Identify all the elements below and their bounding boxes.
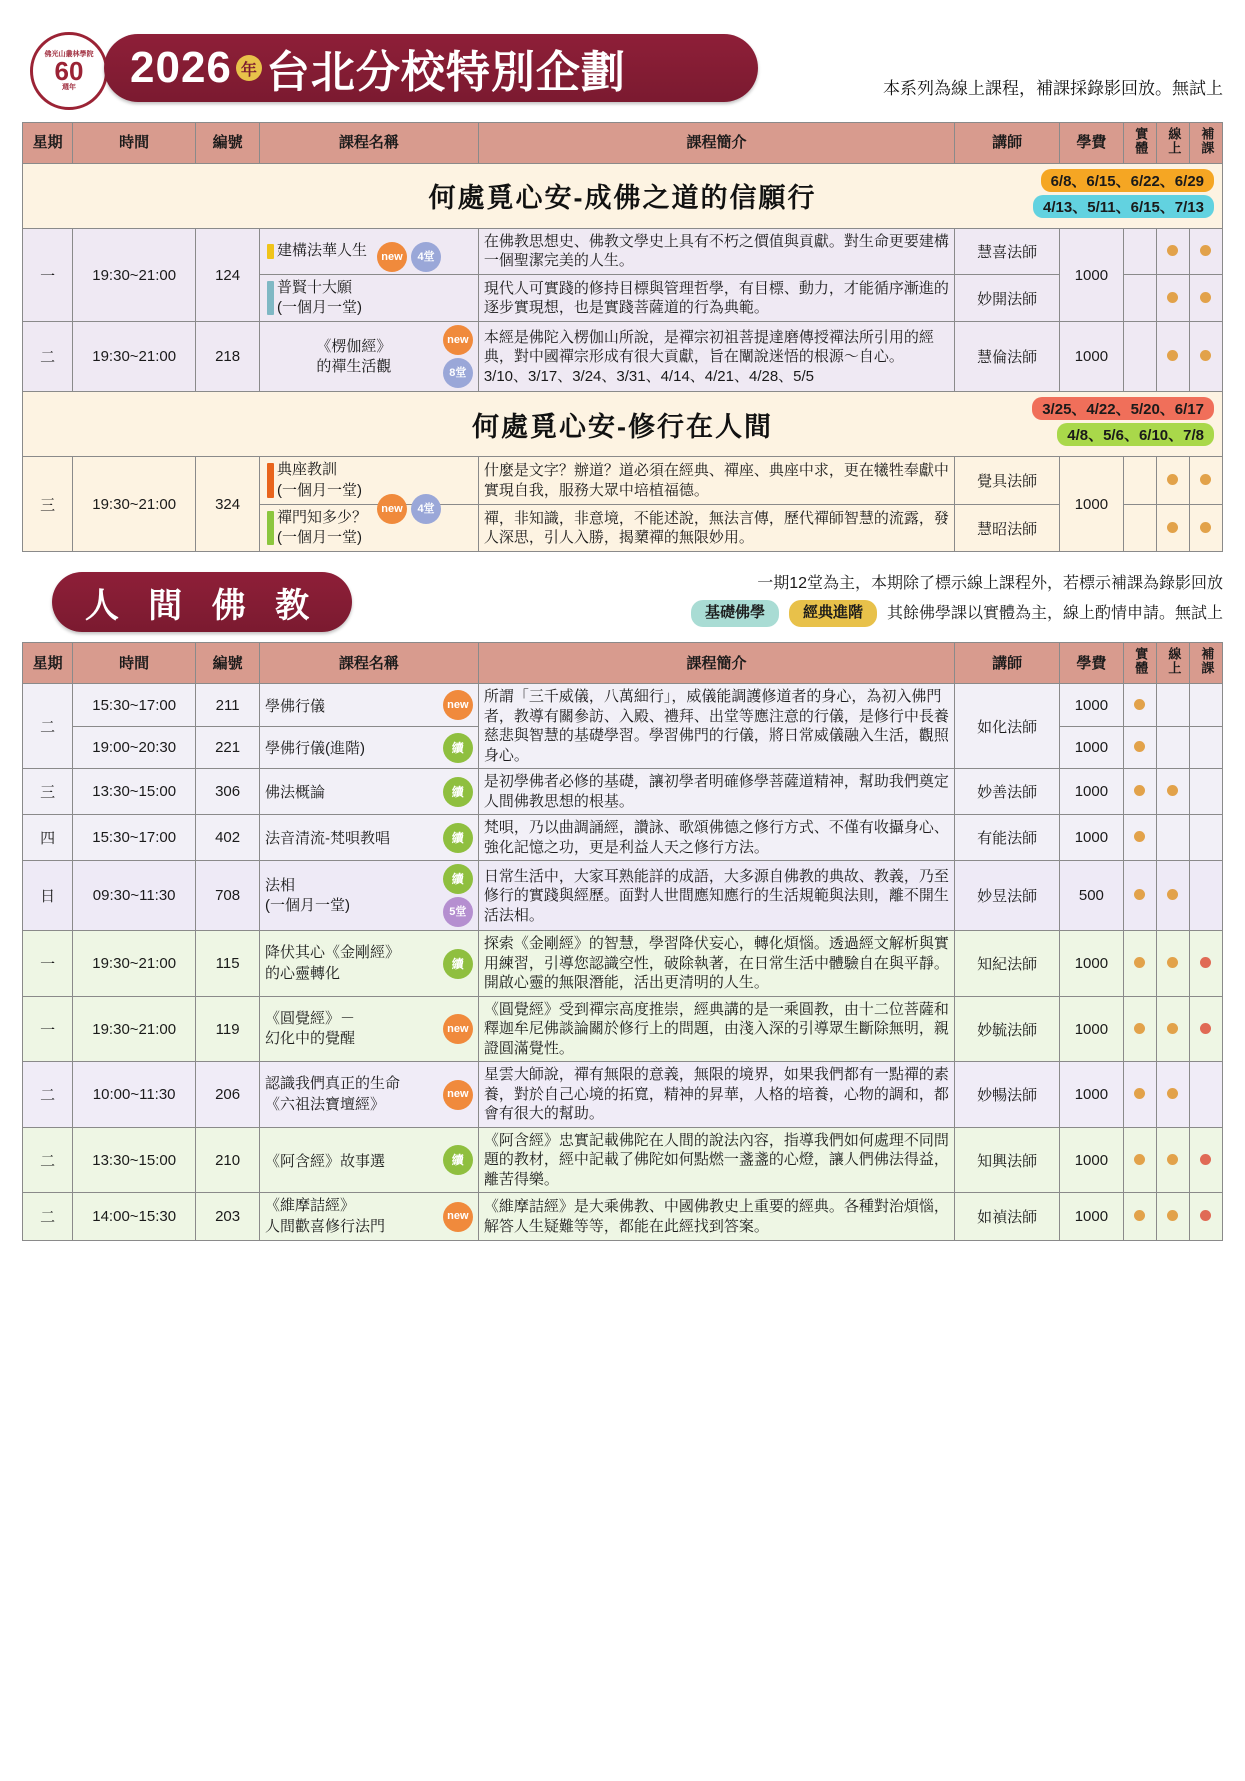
row-time: 19:30~21:00 — [73, 931, 196, 997]
new-badge: new — [377, 494, 407, 524]
row-course-name — [260, 457, 479, 505]
course-title: 《圓覺經》－ — [265, 1009, 356, 1027]
col-weekday: 星期 — [23, 123, 73, 164]
row-weekday: 一 — [23, 228, 73, 322]
row-course-name — [260, 769, 479, 815]
summary-text: 本經是佛陀入楞伽山所說，是禪宗初祖菩提達磨傳授禪法所引用的經典，對中國禪宗形成有很大貢獻，旨在闡說迷悟的根源～自心。 — [483, 328, 934, 366]
col-summary: 課程簡介 — [478, 123, 954, 164]
table-header-row — [23, 123, 1223, 164]
new-badge: new — [443, 1080, 473, 1110]
banner-2-title: 何處覓心安-修行在人間 — [472, 411, 773, 442]
row-code: 221 — [196, 726, 260, 769]
logo-bottom-text: 週年 — [62, 84, 76, 91]
table-row — [23, 996, 1223, 1062]
row-makeup — [1189, 274, 1222, 322]
row-course-name — [260, 1193, 479, 1241]
row-summary: 什麼是文字？辦道？道必須在經典、禪座、典座中求，更在犧牲奉獻中實現自我，服務大眾中培植福德。 — [478, 457, 954, 505]
section2-header — [22, 570, 1223, 642]
row-teacher: 如化法師 — [955, 684, 1060, 769]
section2-notes — [691, 572, 1223, 627]
row-teacher: 妙善法師 — [955, 769, 1060, 815]
row-onsite — [1123, 861, 1156, 931]
row-summary: 所謂「三千威儀，八萬細行」，威儀能調護修道者的身心，為初入佛門者，教導有關參訪、入殿、禮拜、出堂等應注意的行儀，是修行中長養慈悲與智慧的基礎學習。學習佛門的行儀，將日常威儀融入生活，觀照身心。 — [478, 684, 954, 769]
row-onsite — [1123, 684, 1156, 727]
poster-header — [22, 26, 1223, 122]
row-summary: 梵唄，乃以曲調誦經，讚詠、歌頌佛德之修行方式、不僅有收攝身心、強化記憶之功，更是利益人天之修行方法。 — [478, 815, 954, 861]
course-title: 普賢十大願 — [277, 278, 353, 296]
col-online: 線上 — [1156, 123, 1189, 164]
course-subtitle: 《六祖法寶壇經》 — [265, 1095, 386, 1113]
row-course-name — [260, 228, 479, 274]
col-time: 時間 — [73, 643, 196, 684]
row-onsite — [1123, 1062, 1156, 1128]
row-weekday: 三 — [23, 769, 73, 815]
row-online — [1156, 228, 1189, 274]
course-title: 佛法概論 — [265, 784, 326, 802]
row-code: 306 — [196, 769, 260, 815]
course-title: 《維摩詰經》 — [265, 1197, 356, 1215]
row-code: 119 — [196, 996, 260, 1062]
row-course-name — [260, 726, 479, 769]
row-fee: 1000 — [1059, 1062, 1123, 1128]
summary-dates: 3/10、3/17、3/24、3/31、4/14、4/21、4/28、5/5 — [483, 367, 815, 385]
new-badge: new — [443, 325, 473, 355]
row-course-name — [260, 931, 479, 997]
course-title: 降伏其心《金剛經》 — [265, 944, 401, 962]
row-course-name — [260, 996, 479, 1062]
poster-page — [0, 26, 1245, 1781]
row-course-name — [260, 274, 479, 322]
color-bar — [267, 281, 274, 316]
section2-note-2-row — [691, 600, 1223, 627]
banner-1-dates-bottom: 4/13、5/11、6/15、7/13 — [1033, 195, 1214, 218]
row-fee: 1000 — [1059, 228, 1123, 322]
row-summary: 《維摩詰經》是大乘佛教、中國佛教史上重要的經典。各種對治煩惱，解答人生疑難等等，都能在此經找到答案。 — [478, 1193, 954, 1241]
row-weekday: 二 — [23, 1127, 73, 1193]
row-online — [1156, 931, 1189, 997]
row-online — [1156, 684, 1189, 727]
row-online — [1156, 815, 1189, 861]
row-time: 19:30~21:00 — [73, 322, 196, 392]
row-onsite — [1123, 1127, 1156, 1193]
color-bar — [267, 244, 274, 258]
row-weekday: 一 — [23, 931, 73, 997]
banner-1-dates-top: 6/8、6/15、6/22、6/29 — [1041, 169, 1214, 192]
row-fee: 1000 — [1059, 996, 1123, 1062]
banner-2 — [23, 392, 1223, 457]
col-fee: 學費 — [1059, 643, 1123, 684]
row-makeup — [1189, 769, 1222, 815]
row-weekday: 二 — [23, 684, 73, 769]
row-onsite — [1123, 726, 1156, 769]
banner-2-dates — [1032, 397, 1214, 446]
course-title: 禪門知多少？ — [277, 508, 368, 526]
row-fee: 1000 — [1059, 684, 1123, 727]
row-onsite — [1123, 457, 1156, 505]
title-main: 台北分校特別企劃 — [265, 48, 626, 97]
row-makeup — [1189, 322, 1222, 392]
row-fee: 1000 — [1059, 931, 1123, 997]
continued-badge: 續 — [443, 1145, 473, 1175]
row-code: 115 — [196, 931, 260, 997]
row-teacher: 知紀法師 — [955, 931, 1060, 997]
course-subtitle: (一個月一堂) — [277, 481, 363, 499]
col-code: 編號 — [196, 643, 260, 684]
col-course-name: 課程名稱 — [260, 123, 479, 164]
row-teacher: 慧昭法師 — [955, 504, 1060, 552]
continued-badge: 續 — [443, 949, 473, 979]
course-title: 學佛行儀 — [265, 697, 326, 715]
table-row — [23, 931, 1223, 997]
row-weekday: 三 — [23, 457, 73, 552]
row-online — [1156, 1193, 1189, 1241]
banner-row-2 — [23, 392, 1223, 457]
header-note: 本系列為線上課程，補課採錄影回放。無試上 — [883, 79, 1223, 98]
course-name-block — [265, 460, 473, 501]
row-course-name — [260, 1062, 479, 1128]
table-row — [23, 1193, 1223, 1241]
row-fee: 1000 — [1059, 769, 1123, 815]
school-logo — [30, 32, 108, 110]
row-fee: 1000 — [1059, 726, 1123, 769]
row-teacher: 有能法師 — [955, 815, 1060, 861]
col-onsite: 實體 — [1123, 123, 1156, 164]
banner-2-dates-top: 3/25、4/22、5/20、6/17 — [1032, 397, 1214, 420]
course-name-block — [265, 508, 473, 549]
class-count-badge: 4堂 — [411, 242, 441, 272]
course-subtitle: 的心靈轉化 — [265, 964, 341, 982]
col-course-name: 課程名稱 — [260, 643, 479, 684]
row-time: 15:30~17:00 — [73, 815, 196, 861]
section2-note-2: 其餘佛學課以實體為主，線上酌情申請。無試上 — [886, 604, 1223, 622]
color-bar — [267, 463, 274, 498]
course-title: 《阿含經》故事選 — [265, 1152, 386, 1170]
course-subtitle: 人間歡喜修行法門 — [265, 1217, 386, 1235]
row-makeup — [1189, 726, 1222, 769]
row-teacher: 妙暢法師 — [955, 1062, 1060, 1128]
row-teacher: 妙昱法師 — [955, 861, 1060, 931]
logo-top-text: 佛光山叢林學院 — [44, 50, 94, 58]
title-year: 2026 — [130, 43, 232, 92]
row-online — [1156, 769, 1189, 815]
table-row — [23, 322, 1223, 392]
row-course-name — [260, 504, 479, 552]
row-fee: 1000 — [1059, 1193, 1123, 1241]
row-time: 13:30~15:00 — [73, 769, 196, 815]
new-badge: new — [443, 1202, 473, 1232]
row-online — [1156, 1127, 1189, 1193]
row-fee: 1000 — [1059, 322, 1123, 392]
row-onsite — [1123, 504, 1156, 552]
chip-basic: 基礎佛學 — [691, 600, 779, 627]
row-teacher: 妙開法師 — [955, 274, 1060, 322]
row-onsite — [1123, 996, 1156, 1062]
row-teacher: 慧喜法師 — [955, 228, 1060, 274]
row-summary: 在佛教思想史、佛教文學史上具有不朽之價值與貢獻。對生命更要建構一個聖潔完美的人生。 — [478, 228, 954, 274]
row-time: 19:30~21:00 — [73, 228, 196, 322]
col-makeup: 補課 — [1189, 123, 1222, 164]
row-onsite — [1123, 274, 1156, 322]
row-weekday: 一 — [23, 996, 73, 1062]
row-online — [1156, 274, 1189, 322]
row-fee: 500 — [1059, 861, 1123, 931]
row-onsite — [1123, 322, 1156, 392]
course-subtitle: 幻化中的覺醒 — [265, 1030, 356, 1048]
row-summary: 《圓覺經》受到禪宗高度推崇，經典講的是一乘圓教，由十二位菩薩和釋迦牟尼佛談論關於修行上的問題，由淺入深的引導眾生斷除無明，親證圓滿覺性。 — [478, 996, 954, 1062]
row-fee: 1000 — [1059, 815, 1123, 861]
row-makeup — [1189, 1127, 1222, 1193]
row-online — [1156, 726, 1189, 769]
row-time: 13:30~15:00 — [73, 1127, 196, 1193]
row-makeup — [1189, 996, 1222, 1062]
badge-group-324 — [377, 494, 441, 524]
course-name-block — [265, 241, 473, 261]
banner-1-title: 何處覓心安-成佛之道的信願行 — [428, 183, 817, 214]
row-time: 14:00~15:30 — [73, 1193, 196, 1241]
row-weekday: 二 — [23, 1193, 73, 1241]
course-subtitle: (一個月一堂) — [277, 299, 363, 317]
row-code: 402 — [196, 815, 260, 861]
row-course-name — [260, 861, 479, 931]
table-row — [23, 228, 1223, 274]
row-makeup — [1189, 931, 1222, 997]
row-summary: 現代人可實踐的修持目標與管理哲學，有目標、動力，才能循序漸進的逐步實現想，也是實踐菩薩道的行為典範。 — [478, 274, 954, 322]
row-teacher: 覺具法師 — [955, 457, 1060, 505]
table-row — [23, 769, 1223, 815]
col-teacher: 講師 — [955, 123, 1060, 164]
row-code: 218 — [196, 322, 260, 392]
row-onsite — [1123, 1193, 1156, 1241]
row-weekday: 二 — [23, 1062, 73, 1128]
col-online: 線上 — [1156, 643, 1189, 684]
row-course-name — [260, 815, 479, 861]
row-code: 206 — [196, 1062, 260, 1128]
continued-badge: 續 — [443, 733, 473, 763]
continued-badge: 續 — [443, 777, 473, 807]
row-makeup — [1189, 1193, 1222, 1241]
class-count-badge: 5堂 — [443, 897, 473, 927]
section2-title: 人 間 佛 教 — [52, 572, 352, 632]
row-code: 708 — [196, 861, 260, 931]
special-program-table — [22, 122, 1223, 552]
class-count-badge: 8堂 — [443, 358, 473, 388]
row-code: 324 — [196, 457, 260, 552]
table-row — [23, 1062, 1223, 1128]
row-teacher: 妙毓法師 — [955, 996, 1060, 1062]
course-name-block — [265, 278, 473, 319]
course-title: 典座教訓 — [277, 461, 338, 479]
row-makeup — [1189, 504, 1222, 552]
banner-2-dates-bottom: 4/8、5/6、6/10、7/8 — [1057, 423, 1214, 446]
row-weekday: 日 — [23, 861, 73, 931]
row-teacher: 慧倫法師 — [955, 322, 1060, 392]
row-fee: 1000 — [1059, 457, 1123, 552]
humanistic-buddhism-table — [22, 642, 1223, 1240]
col-weekday: 星期 — [23, 643, 73, 684]
row-online — [1156, 996, 1189, 1062]
chip-advanced: 經典進階 — [789, 600, 877, 627]
new-badge: new — [443, 690, 473, 720]
row-makeup — [1189, 228, 1222, 274]
table-row — [23, 457, 1223, 505]
row-onsite — [1123, 815, 1156, 861]
row-online — [1156, 1062, 1189, 1128]
course-title: 建構法華人生 — [277, 242, 368, 260]
row-summary: 禪，非知識，非意境，不能述說，無法言傳，歷代禪師智慧的流露，發人深思，引人入勝，揭櫫禪的無限妙用。 — [478, 504, 954, 552]
banner-row-1 — [23, 163, 1223, 228]
row-time: 19:00~20:30 — [73, 726, 196, 769]
course-subtitle: (一個月一堂) — [265, 896, 351, 914]
row-summary: 《阿含經》忠實記載佛陀在人間的說法內容，指導我們如何處理不同問題的教材，經中記載了佛陀如何點燃一盞盞的心燈，讓人們佛法得益，離苦得樂。 — [478, 1127, 954, 1193]
row-onsite — [1123, 769, 1156, 815]
row-code: 124 — [196, 228, 260, 322]
new-badge: new — [443, 1014, 473, 1044]
page-title — [104, 34, 758, 102]
course-title: 《楞伽經》 — [316, 337, 392, 355]
table-header-row — [23, 643, 1223, 684]
row-course-name — [260, 322, 479, 392]
table-row — [23, 684, 1223, 727]
table-row — [23, 815, 1223, 861]
row-online — [1156, 322, 1189, 392]
row-onsite — [1123, 931, 1156, 997]
logo-number: 60 — [54, 56, 84, 86]
col-time: 時間 — [73, 123, 196, 164]
table-row — [23, 1127, 1223, 1193]
course-title: 法相 — [265, 876, 296, 894]
row-time: 10:00~11:30 — [73, 1062, 196, 1128]
row-time: 09:30~11:30 — [73, 861, 196, 931]
new-badge: new — [377, 242, 407, 272]
row-makeup — [1189, 861, 1222, 931]
col-onsite: 實體 — [1123, 643, 1156, 684]
course-subtitle: 的禪生活觀 — [316, 357, 392, 375]
section2-note-1: 一期12堂為主，本期除了標示線上課程外，若標示補課為錄影回放 — [757, 575, 1223, 593]
row-code: 210 — [196, 1127, 260, 1193]
col-makeup: 補課 — [1189, 643, 1222, 684]
badge-group-124 — [377, 242, 441, 272]
course-title: 法音清流-梵唄教唱 — [265, 830, 391, 848]
course-title: 認識我們真正的生命 — [265, 1075, 401, 1093]
table-row — [23, 861, 1223, 931]
row-teacher: 知興法師 — [955, 1127, 1060, 1193]
row-summary: 探索《金剛經》的智慧，學習降伏妄心，轉化煩惱。透過經文解析與實用練習，引導您認識空性，破除執著，在日常生活中體驗自在與平靜。開啟心靈的無限潛能，活出更清明的人生。 — [478, 931, 954, 997]
banner-1-dates — [1033, 169, 1214, 218]
class-count-badge: 4堂 — [411, 494, 441, 524]
row-summary: 星雲大師說，禪有無限的意義，無限的境界，如果我們都有一點禪的素養，對於自己心境的拓寬，精神的昇華，人格的培養，心物的調和，都會有很大的幫助。 — [478, 1062, 954, 1128]
row-course-name — [260, 684, 479, 727]
row-summary — [478, 322, 954, 392]
row-time: 19:30~21:00 — [73, 996, 196, 1062]
row-makeup — [1189, 684, 1222, 727]
course-title: 學佛行儀(進階) — [265, 740, 366, 758]
color-bar — [267, 511, 274, 546]
row-makeup — [1189, 457, 1222, 505]
row-time: 15:30~17:00 — [73, 684, 196, 727]
row-onsite — [1123, 228, 1156, 274]
row-fee: 1000 — [1059, 1127, 1123, 1193]
continued-badge: 續 — [443, 823, 473, 853]
row-online — [1156, 861, 1189, 931]
row-makeup — [1189, 1062, 1222, 1128]
row-code: 203 — [196, 1193, 260, 1241]
row-online — [1156, 504, 1189, 552]
col-teacher: 講師 — [955, 643, 1060, 684]
row-makeup — [1189, 815, 1222, 861]
row-online — [1156, 457, 1189, 505]
continued-badge: 續 — [443, 864, 473, 894]
row-weekday: 二 — [23, 322, 73, 392]
row-time: 19:30~21:00 — [73, 457, 196, 552]
title-year-char: 年 — [236, 55, 262, 81]
row-teacher: 如禎法師 — [955, 1193, 1060, 1241]
row-code: 211 — [196, 684, 260, 727]
row-summary: 日常生活中，大家耳熟能詳的成語，大多源自佛教的典故、教義，乃至修行的實踐與經歷。面對人世間應知應行的生活規範與法則，離不開生活法相。 — [478, 861, 954, 931]
row-summary: 是初學佛者必修的基礎，讓初學者明確修學菩薩道精神，幫助我們奠定人間佛教思想的根基。 — [478, 769, 954, 815]
row-weekday: 四 — [23, 815, 73, 861]
course-subtitle: (一個月一堂) — [277, 529, 363, 547]
col-code: 編號 — [196, 123, 260, 164]
row-course-name — [260, 1127, 479, 1193]
col-summary: 課程簡介 — [478, 643, 954, 684]
banner-1 — [23, 163, 1223, 228]
col-fee: 學費 — [1059, 123, 1123, 164]
